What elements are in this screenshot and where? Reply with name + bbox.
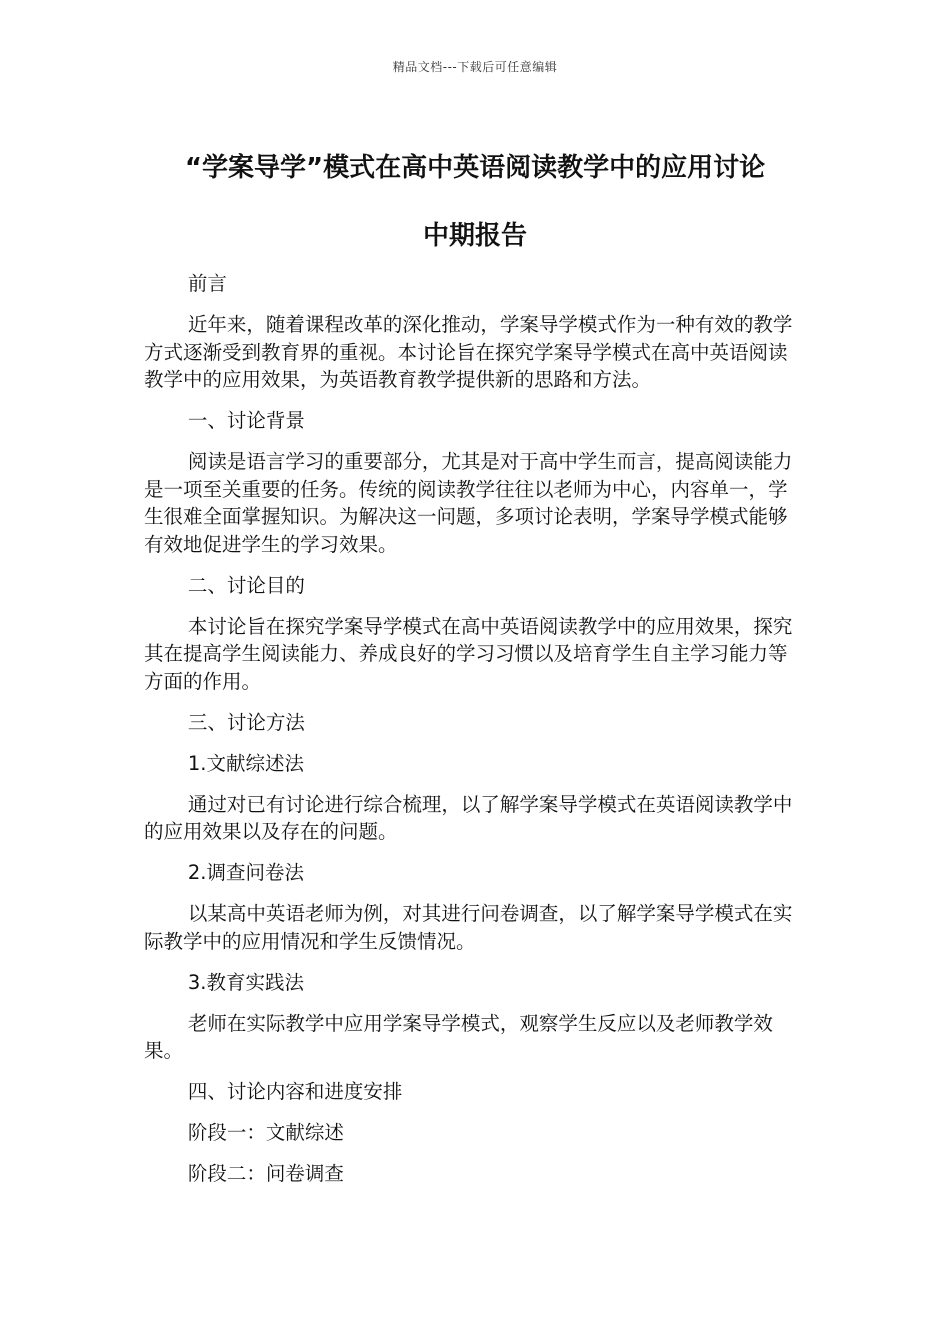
subheading-questionnaire: 2.调查问卷法 [187, 861, 304, 884]
subheading-literature-review: 1.文献综述法 [187, 751, 304, 775]
document-body [144, 270, 794, 1201]
title-line-2: 中期报告 [422, 221, 527, 251]
paragraph-teaching-practice: 老师在实际教学中应用学案导学模式，观察学生反应以及老师教学效果。 [144, 1011, 773, 1062]
schedule-stage-1: 阶段一：文献综述 [187, 1121, 344, 1144]
heading-preface: 前言 [187, 272, 227, 295]
heading-methods: 三、讨论方法 [187, 710, 305, 734]
page-title [100, 134, 850, 270]
heading-background: 一、讨论背景 [187, 409, 305, 432]
paragraph-literature-review: 通过对已有讨论进行综合梳理，以了解学案导学模式在英语阅读教学中的应用效果以及存在的问题。 [144, 792, 793, 843]
heading-purpose: 二、讨论目的 [187, 573, 305, 597]
paragraph-questionnaire: 以某高中英语老师为例，对其进行问卷调查，以了解学案导学模式在实际教学中的应用情况和学生反馈情况。 [144, 902, 793, 953]
paragraph-intro: 近年来，随着课程改革的深化推动，学案导学模式作为一种有效的教学方式逐渐受到教育界的重视。本讨论旨在探究学案导学模式在高中英语阅读教学中的应用效果，为英语教育教学提供新的思路和方法。 [144, 313, 793, 391]
subheading-teaching-practice: 3.教育实践法 [187, 970, 304, 994]
heading-content-schedule: 四、讨论内容和进度安排 [187, 1080, 403, 1103]
schedule-stage-2: 阶段二：问卷调查 [187, 1162, 344, 1185]
header-note: 精品文档---下载后可任意编辑 [392, 60, 558, 74]
paragraph-purpose: 本讨论旨在探究学案导学模式在高中英语阅读教学中的应用效果，探究其在提高学生阅读能力、养成良好的学习习惯以及培育学生自主学习能力等方面的作用。 [144, 614, 793, 693]
paragraph-background: 阅读是语言学习的重要部分，尤其是对于高中学生而言，提高阅读能力是一项至关重要的任务。传统的阅读教学往往以老师为中心，内容单一，学生很难全面掌握知识。为解决这一问题，多项讨论表明，学案导学模式能够有效地促进学生的学习效果。 [144, 450, 793, 556]
title-line-1: “学案导学”模式在高中英语阅读教学中的应用讨论 [184, 153, 766, 183]
